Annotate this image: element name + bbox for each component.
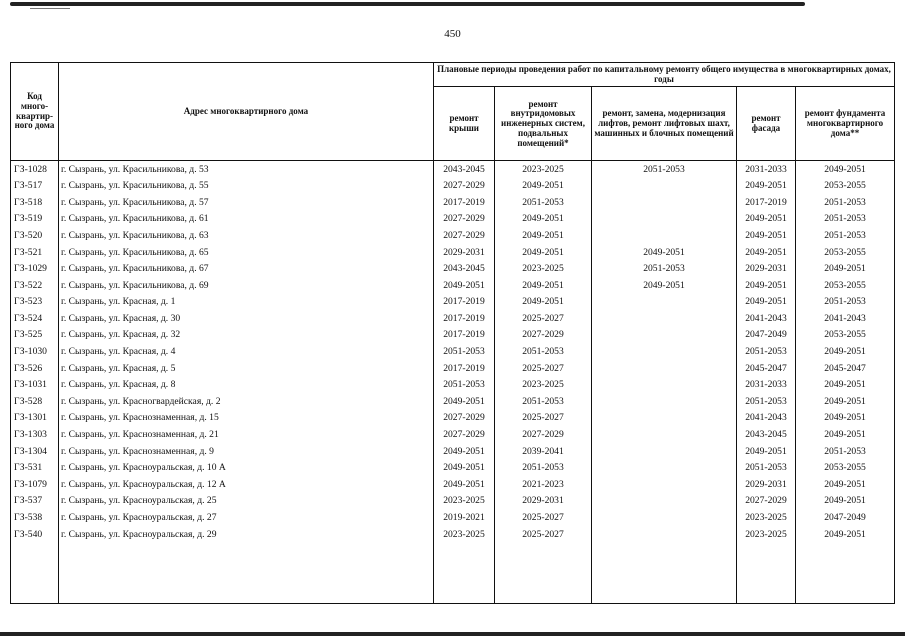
cell-lifts bbox=[592, 493, 737, 510]
cell-foundation: 2049-2051 bbox=[796, 344, 895, 361]
filler-cell bbox=[434, 543, 495, 604]
cell-roof: 2017-2019 bbox=[434, 195, 495, 212]
table-row bbox=[11, 527, 895, 544]
cell-foundation: 2049-2051 bbox=[796, 427, 895, 444]
cell-facade: 2051-2053 bbox=[737, 460, 796, 477]
cell-address: г. Сызрань, ул. Красильникова, д. 69 bbox=[59, 278, 434, 295]
cell-foundation: 2049-2051 bbox=[796, 261, 895, 278]
cell-foundation: 2047-2049 bbox=[796, 510, 895, 527]
cell-lifts bbox=[592, 311, 737, 328]
cell-facade: 2043-2045 bbox=[737, 427, 796, 444]
table-row bbox=[11, 344, 895, 361]
cell-facade: 2047-2049 bbox=[737, 327, 796, 344]
cell-systems: 2051-2053 bbox=[495, 460, 592, 477]
cell-code: ГЗ-519 bbox=[11, 211, 59, 228]
cell-address: г. Сызрань, ул. Красильникова, д. 67 bbox=[59, 261, 434, 278]
cell-roof: 2023-2025 bbox=[434, 527, 495, 544]
filler-cell bbox=[11, 543, 59, 604]
cell-code: ГЗ-523 bbox=[11, 294, 59, 311]
cell-code: ГЗ-1031 bbox=[11, 377, 59, 394]
cell-systems: 2049-2051 bbox=[495, 178, 592, 195]
cell-systems: 2051-2053 bbox=[495, 195, 592, 212]
cell-facade: 2049-2051 bbox=[737, 278, 796, 295]
cell-lifts bbox=[592, 377, 737, 394]
cell-foundation: 2049-2051 bbox=[796, 477, 895, 494]
cell-foundation: 2051-2053 bbox=[796, 211, 895, 228]
cell-foundation: 2049-2051 bbox=[796, 527, 895, 544]
cell-lifts bbox=[592, 211, 737, 228]
cell-facade: 2049-2051 bbox=[737, 228, 796, 245]
cell-systems: 2025-2027 bbox=[495, 361, 592, 378]
cell-address: г. Сызрань, ул. Красная, д. 5 bbox=[59, 361, 434, 378]
cell-code: ГЗ-1304 bbox=[11, 444, 59, 461]
filler-cell bbox=[737, 543, 796, 604]
cell-lifts: 2051-2053 bbox=[592, 261, 737, 278]
cell-roof: 2051-2053 bbox=[434, 344, 495, 361]
cell-roof: 2027-2029 bbox=[434, 228, 495, 245]
cell-roof: 2049-2051 bbox=[434, 477, 495, 494]
cell-roof: 2017-2019 bbox=[434, 311, 495, 328]
cell-systems: 2029-2031 bbox=[495, 493, 592, 510]
cell-lifts bbox=[592, 228, 737, 245]
cell-systems: 2039-2041 bbox=[495, 444, 592, 461]
cell-lifts bbox=[592, 178, 737, 195]
cell-address: г. Сызрань, ул. Красногвардейская, д. 2 bbox=[59, 394, 434, 411]
cell-address: г. Сызрань, ул. Красная, д. 4 bbox=[59, 344, 434, 361]
header-address: Адрес многоквартирного дома bbox=[59, 63, 434, 161]
table-row bbox=[11, 427, 895, 444]
cell-foundation: 2053-2055 bbox=[796, 178, 895, 195]
cell-address: г. Сызрань, ул. Красноуральская, д. 27 bbox=[59, 510, 434, 527]
cell-foundation: 2041-2043 bbox=[796, 311, 895, 328]
table-row bbox=[11, 178, 895, 195]
cell-lifts: 2051-2053 bbox=[592, 161, 737, 178]
cell-facade: 2029-2031 bbox=[737, 477, 796, 494]
table-row bbox=[11, 460, 895, 477]
cell-address: г. Сызрань, ул. Красильникова, д. 53 bbox=[59, 161, 434, 178]
cell-roof: 2019-2021 bbox=[434, 510, 495, 527]
filler-cell bbox=[592, 543, 737, 604]
cell-code: ГЗ-520 bbox=[11, 228, 59, 245]
scan-mark bbox=[30, 8, 70, 9]
cell-roof: 2017-2019 bbox=[434, 327, 495, 344]
cell-roof: 2043-2045 bbox=[434, 261, 495, 278]
cell-roof: 2027-2029 bbox=[434, 427, 495, 444]
cell-roof: 2051-2053 bbox=[434, 377, 495, 394]
cell-lifts bbox=[592, 410, 737, 427]
cell-address: г. Сызрань, ул. Красильникова, д. 55 bbox=[59, 178, 434, 195]
cell-foundation: 2049-2051 bbox=[796, 493, 895, 510]
cell-lifts: 2049-2051 bbox=[592, 278, 737, 295]
cell-roof: 2049-2051 bbox=[434, 278, 495, 295]
cell-roof: 2027-2029 bbox=[434, 211, 495, 228]
cell-address: г. Сызрань, ул. Краснознаменная, д. 15 bbox=[59, 410, 434, 427]
filler-cell bbox=[59, 543, 434, 604]
cell-facade: 2031-2033 bbox=[737, 161, 796, 178]
cell-lifts bbox=[592, 444, 737, 461]
table-row bbox=[11, 327, 895, 344]
table-row bbox=[11, 311, 895, 328]
table-row bbox=[11, 493, 895, 510]
cell-lifts bbox=[592, 460, 737, 477]
cell-roof: 2049-2051 bbox=[434, 460, 495, 477]
cell-foundation: 2051-2053 bbox=[796, 195, 895, 212]
cell-foundation: 2049-2051 bbox=[796, 410, 895, 427]
cell-systems: 2051-2053 bbox=[495, 394, 592, 411]
cell-address: г. Сызрань, ул. Красильникова, д. 57 bbox=[59, 195, 434, 212]
cell-lifts bbox=[592, 394, 737, 411]
cell-lifts: 2049-2051 bbox=[592, 244, 737, 261]
cell-lifts bbox=[592, 195, 737, 212]
cell-code: ГЗ-517 bbox=[11, 178, 59, 195]
cell-systems: 2049-2051 bbox=[495, 228, 592, 245]
header-code: Код много-квартир-ного дома bbox=[11, 63, 59, 161]
header-lifts: ремонт, замена, модернизация лифтов, ремонт лифтовых шахт, машинных и блочных помещений bbox=[592, 87, 737, 161]
cell-foundation: 2051-2053 bbox=[796, 444, 895, 461]
cell-facade: 2041-2043 bbox=[737, 311, 796, 328]
table-row bbox=[11, 261, 895, 278]
cell-code: ГЗ-1030 bbox=[11, 344, 59, 361]
table-row bbox=[11, 294, 895, 311]
cell-lifts bbox=[592, 361, 737, 378]
cell-address: г. Сызрань, ул. Красноуральская, д. 25 bbox=[59, 493, 434, 510]
cell-systems: 2025-2027 bbox=[495, 527, 592, 544]
cell-systems: 2023-2025 bbox=[495, 161, 592, 178]
cell-systems: 2025-2027 bbox=[495, 311, 592, 328]
cell-systems: 2049-2051 bbox=[495, 278, 592, 295]
cell-roof: 2049-2051 bbox=[434, 444, 495, 461]
cell-lifts bbox=[592, 327, 737, 344]
cell-roof: 2017-2019 bbox=[434, 294, 495, 311]
cell-address: г. Сызрань, ул. Красноуральская, д. 12 А bbox=[59, 477, 434, 494]
cell-code: ГЗ-521 bbox=[11, 244, 59, 261]
page-number: 450 bbox=[444, 28, 461, 40]
filler-cell bbox=[495, 543, 592, 604]
cell-address: г. Сызрань, ул. Красная, д. 30 bbox=[59, 311, 434, 328]
cell-facade: 2029-2031 bbox=[737, 261, 796, 278]
cell-facade: 2049-2051 bbox=[737, 444, 796, 461]
table-row bbox=[11, 394, 895, 411]
table-row bbox=[11, 410, 895, 427]
cell-code: ГЗ-1301 bbox=[11, 410, 59, 427]
cell-address: г. Сызрань, ул. Красная, д. 1 bbox=[59, 294, 434, 311]
table-row bbox=[11, 377, 895, 394]
cell-systems: 2027-2029 bbox=[495, 427, 592, 444]
cell-facade: 2027-2029 bbox=[737, 493, 796, 510]
table-row bbox=[11, 278, 895, 295]
cell-code: ГЗ-518 bbox=[11, 195, 59, 212]
filler-cell bbox=[796, 543, 895, 604]
table-row bbox=[11, 211, 895, 228]
cell-systems: 2049-2051 bbox=[495, 211, 592, 228]
cell-systems: 2027-2029 bbox=[495, 327, 592, 344]
cell-lifts bbox=[592, 344, 737, 361]
cell-facade: 2023-2025 bbox=[737, 510, 796, 527]
cell-foundation: 2049-2051 bbox=[796, 161, 895, 178]
table-row bbox=[11, 161, 895, 178]
cell-code: ГЗ-537 bbox=[11, 493, 59, 510]
cell-foundation: 2053-2055 bbox=[796, 244, 895, 261]
cell-code: ГЗ-531 bbox=[11, 460, 59, 477]
cell-code: ГЗ-538 bbox=[11, 510, 59, 527]
header-foundation: ремонт фундамента многоквартирного дома** bbox=[796, 87, 895, 161]
cell-roof: 2029-2031 bbox=[434, 244, 495, 261]
cell-roof: 2043-2045 bbox=[434, 161, 495, 178]
cell-roof: 2017-2019 bbox=[434, 361, 495, 378]
header-facade: ремонт фасада bbox=[737, 87, 796, 161]
cell-code: ГЗ-526 bbox=[11, 361, 59, 378]
cell-code: ГЗ-524 bbox=[11, 311, 59, 328]
cell-systems: 2051-2053 bbox=[495, 344, 592, 361]
cell-address: г. Сызрань, ул. Краснознаменная, д. 9 bbox=[59, 444, 434, 461]
cell-foundation: 2053-2055 bbox=[796, 460, 895, 477]
cell-systems: 2023-2025 bbox=[495, 261, 592, 278]
cell-foundation: 2051-2053 bbox=[796, 294, 895, 311]
cell-facade: 2049-2051 bbox=[737, 244, 796, 261]
header-roof: ремонт крыши bbox=[434, 87, 495, 161]
cell-lifts bbox=[592, 510, 737, 527]
cell-roof: 2049-2051 bbox=[434, 394, 495, 411]
cell-foundation: 2049-2051 bbox=[796, 377, 895, 394]
cell-systems: 2025-2027 bbox=[495, 410, 592, 427]
cell-facade: 2041-2043 bbox=[737, 410, 796, 427]
cell-code: ГЗ-1079 bbox=[11, 477, 59, 494]
cell-systems: 2025-2027 bbox=[495, 510, 592, 527]
cell-systems: 2049-2051 bbox=[495, 294, 592, 311]
cell-lifts bbox=[592, 427, 737, 444]
cell-code: ГЗ-525 bbox=[11, 327, 59, 344]
header-periods: Плановые периоды проведения работ по капитальному ремонту общего имущества в многоквартирных домах, годы bbox=[434, 63, 895, 87]
cell-systems: 2049-2051 bbox=[495, 244, 592, 261]
table-row bbox=[11, 361, 895, 378]
table-row bbox=[11, 195, 895, 212]
cell-facade: 2051-2053 bbox=[737, 394, 796, 411]
cell-address: г. Сызрань, ул. Красноуральская, д. 10 А bbox=[59, 460, 434, 477]
cell-facade: 2049-2051 bbox=[737, 294, 796, 311]
cell-facade: 2049-2051 bbox=[737, 178, 796, 195]
cell-facade: 2051-2053 bbox=[737, 344, 796, 361]
cell-address: г. Сызрань, ул. Красная, д. 32 bbox=[59, 327, 434, 344]
table-body bbox=[11, 161, 895, 604]
cell-facade: 2049-2051 bbox=[737, 211, 796, 228]
cell-address: г. Сызрань, ул. Красноуральская, д. 29 bbox=[59, 527, 434, 544]
cell-lifts bbox=[592, 527, 737, 544]
cell-roof: 2027-2029 bbox=[434, 178, 495, 195]
capital-repair-table bbox=[10, 62, 895, 604]
header-systems: ремонт внутридомовых инженерных систем, подвальных помещений* bbox=[495, 87, 592, 161]
table-filler-row bbox=[11, 543, 895, 604]
cell-code: ГЗ-1028 bbox=[11, 161, 59, 178]
cell-facade: 2045-2047 bbox=[737, 361, 796, 378]
cell-foundation: 2045-2047 bbox=[796, 361, 895, 378]
cell-code: ГЗ-528 bbox=[11, 394, 59, 411]
cell-systems: 2021-2023 bbox=[495, 477, 592, 494]
table-row bbox=[11, 510, 895, 527]
cell-code: ГЗ-1029 bbox=[11, 261, 59, 278]
cell-code: ГЗ-540 bbox=[11, 527, 59, 544]
cell-systems: 2023-2025 bbox=[495, 377, 592, 394]
cell-code: ГЗ-522 bbox=[11, 278, 59, 295]
scan-edge-top bbox=[10, 2, 805, 6]
scan-edge-bottom bbox=[0, 632, 905, 636]
cell-lifts bbox=[592, 477, 737, 494]
cell-facade: 2017-2019 bbox=[737, 195, 796, 212]
cell-address: г. Сызрань, ул. Краснознаменная, д. 21 bbox=[59, 427, 434, 444]
cell-foundation: 2053-2055 bbox=[796, 327, 895, 344]
cell-foundation: 2053-2055 bbox=[796, 278, 895, 295]
table-row bbox=[11, 228, 895, 245]
cell-roof: 2023-2025 bbox=[434, 493, 495, 510]
cell-address: г. Сызрань, ул. Красная, д. 8 bbox=[59, 377, 434, 394]
table-row bbox=[11, 477, 895, 494]
table-row bbox=[11, 444, 895, 461]
cell-foundation: 2051-2053 bbox=[796, 228, 895, 245]
cell-roof: 2027-2029 bbox=[434, 410, 495, 427]
cell-address: г. Сызрань, ул. Красильникова, д. 63 bbox=[59, 228, 434, 245]
cell-facade: 2031-2033 bbox=[737, 377, 796, 394]
cell-facade: 2023-2025 bbox=[737, 527, 796, 544]
cell-address: г. Сызрань, ул. Красильникова, д. 65 bbox=[59, 244, 434, 261]
cell-foundation: 2049-2051 bbox=[796, 394, 895, 411]
cell-address: г. Сызрань, ул. Красильникова, д. 61 bbox=[59, 211, 434, 228]
cell-lifts bbox=[592, 294, 737, 311]
table-row bbox=[11, 244, 895, 261]
cell-code: ГЗ-1303 bbox=[11, 427, 59, 444]
